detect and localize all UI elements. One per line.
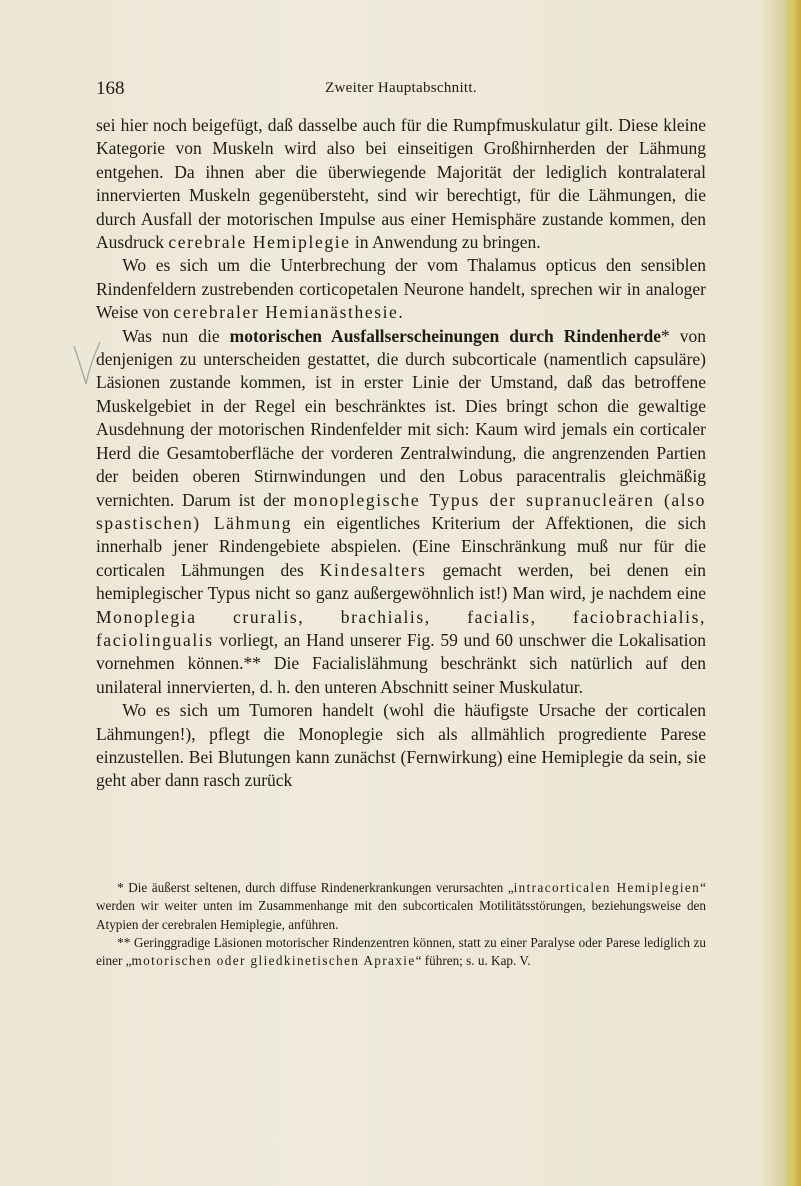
text-run: vorliegt, an Hand unserer Fig. 59 und 60 unschwer die Lokalisation vornehmen können.** Die Facialislähmung beschränkt sich natürlich auf den unilateral innervierten, d. h. den unteren Abschnitt seiner Muskulatur. [96, 629, 706, 697]
text-run: sei hier noch beigefügt, daß dasselbe auch für die Rumpfmuskulatur gilt. Diese kleine Kategorie von Muskeln wird also bei einseitigen Großhirnherden der Lähmung entgehen. Da ihnen aber die überwiegende Majorität der lediglich kontralateral innervierten Muskeln gegenübersteht, sind wir berechtigt, für die Lähmungen, die durch Ausfall der motorischen Impulse aus einer Hemisphäre zustande kommen, den Ausdruck [96, 115, 706, 253]
footnotes [96, 879, 706, 970]
paragraph [96, 254, 706, 324]
text-run: * von denjenigen zu unterscheiden gestattet, die durch subcorticale (namentlich capsuläre) Läsionen zustande kommen, ist in erster Linie der Umstand, daß das betroffene Muskelgebiet in der Regel ein beschränktes ist. Dies bringt schon die gewaltige Ausdehnung der motorischen Rindenfelder mit sich: Kaum wird jemals ein corticaler Herd die Gesamtoberfläche der vorderen Zentralwindung, die angrenzenden Partien der beiden oberen Stirnwindungen und den Lobus paracentralis gleichmäßig vernichten. Darum ist der [96, 325, 707, 510]
text-run: * Die äußerst seltenen, durch diffuse Rindenerkrankungen verursachten „ [117, 880, 514, 895]
main-text [96, 114, 706, 793]
text-run: gemacht werden, bei denen ein hemiplegischer Typus nicht so ganz außergewöhnlich ist!) Man wird, je nachdem eine [96, 559, 706, 604]
emphasized-text: cerebraler Hemianästhesie. [173, 302, 405, 323]
emphasized-text: motorischen oder gliedkinetischen Apraxie [131, 953, 416, 969]
footnote [96, 879, 706, 934]
page-header [96, 78, 706, 100]
paragraph [96, 699, 706, 793]
text-run: Was nun die [122, 325, 230, 346]
emphasized-text: Monoplegia cruralis, brachialis, facialis, faciobrachialis, faciolingualis [96, 606, 706, 650]
text-run: “ führen; s. u. Kap. V. [415, 953, 531, 969]
emphasized-text: motorischen Ausfallserscheinungen durch Rindenherde [229, 325, 661, 346]
text-run: ** Geringgradige Läsionen motorischer Rindenzentren können, statt zu einer Paralyse oder Parese lediglich zu einer „ [96, 934, 706, 969]
text-run: Wo es sich um die Unterbrechung der vom Thalamus opticus den sensiblen Rindenfeldern zustrebenden corticopetalen Neurone handelt, sprechen wir in analoger Weise von [96, 255, 706, 323]
emphasized-text: intracorticalen Hemiplegien [513, 880, 701, 895]
text-run: “ werden wir weiter unten im Zusammenhange mit den subcorticalen Motilitätsstörungen, beziehungsweise den Atypien der cerebralen Hemiplegie, anführen. [96, 880, 706, 932]
text-run: Wo es sich um Tumoren handelt (wohl die häufigste Ursache der corticalen Lähmungen!), pflegt die Monoplegie sich als allmählich progrediente Parese einzustellen. Bei Blutungen kann zunächst (Fernwirkung) eine Hemiplegie da sein, sie geht aber dann rasch zurück [96, 700, 706, 791]
text-run: ein eigentliches Kriterium der Affektionen, die sich innerhalb jener Rindengebiete abspielen. (Eine Einschränkung muß nur für die corticalen Lähmungen des [96, 512, 706, 580]
page-edge [785, 0, 801, 1186]
emphasized-text: monoplegische Typus der supranucleären (also spastischen) Lähmung [96, 489, 707, 533]
emphasized-text: cerebrale Hemiplegie [168, 232, 351, 253]
paragraph [96, 325, 706, 700]
page-number: 168 [96, 78, 125, 99]
footnote [96, 934, 706, 971]
emphasized-text: Kindesalters [319, 559, 427, 580]
running-head: Zweiter Hauptabschnitt. [325, 80, 477, 96]
text-run: in Anwendung zu bringen. [350, 232, 541, 253]
paragraph [96, 114, 706, 254]
